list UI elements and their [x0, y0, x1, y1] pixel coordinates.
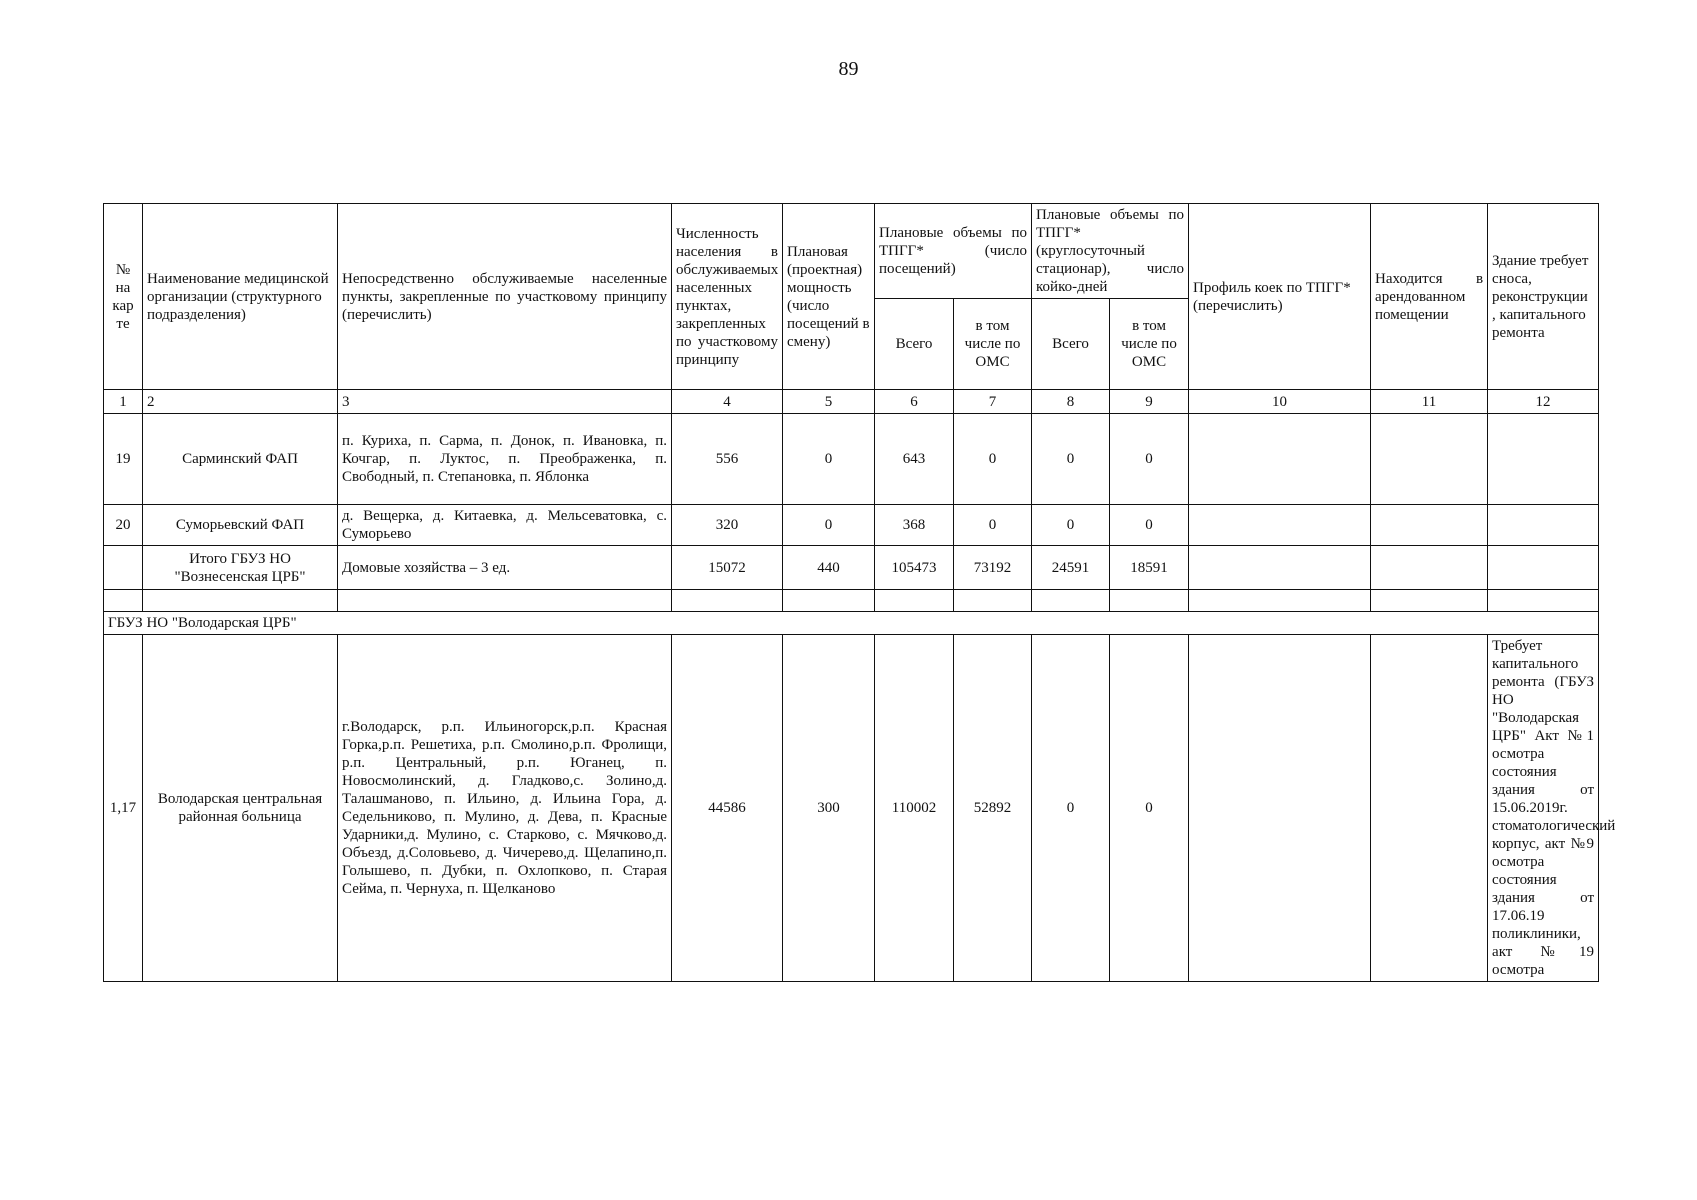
empty-cell [143, 590, 338, 612]
empty-cell [1371, 590, 1488, 612]
header-map-number: № на кар те [104, 204, 143, 390]
empty-cell [875, 590, 954, 612]
header-population: Численность населения в обслуживаемых населенных пунктах, закрепленных по участковому принципу [672, 204, 783, 390]
total-capacity: 440 [783, 546, 875, 590]
row-visits-oms: 52892 [954, 635, 1032, 982]
row-beds-oms: 0 [1110, 635, 1189, 982]
row-organization-name: Суморьевский ФАП [143, 505, 338, 546]
column-number: 8 [1032, 390, 1110, 414]
empty-cell [672, 590, 783, 612]
empty-cell [338, 590, 672, 612]
header-settlements: Непосредственно обслуживаемые населенные пункты, закрепленные по участковому принципу (перечислить) [338, 204, 672, 390]
header-group-visits: Плановые объемы по ТПГГ* (число посещений) [875, 204, 1032, 299]
row-beds-total: 0 [1032, 414, 1110, 505]
total-map-number [104, 546, 143, 590]
column-number: 1 [104, 390, 143, 414]
column-numbers-row [104, 390, 1599, 414]
total-rented [1371, 546, 1488, 590]
empty-cell [1189, 590, 1371, 612]
row-rented [1371, 635, 1488, 982]
row-capacity: 0 [783, 505, 875, 546]
column-number: 6 [875, 390, 954, 414]
total-visits-oms: 73192 [954, 546, 1032, 590]
total-organization-name: Итого ГБУЗ НО "Вознесенская ЦРБ" [143, 546, 338, 590]
total-building-repair [1488, 546, 1599, 590]
column-number: 2 [143, 390, 338, 414]
empty-cell [1488, 590, 1599, 612]
row-rented [1371, 505, 1488, 546]
header-bed-profile: Профиль коек по ТПГГ* (перечислить) [1189, 204, 1371, 390]
row-settlements: д. Вещерка, д. Китаевка, д. Мельсеватовка, с. Суморьево [338, 505, 672, 546]
total-settlements: Домовые хозяйства – 3 ед. [338, 546, 672, 590]
row-organization-name: Сарминский ФАП [143, 414, 338, 505]
table-row [104, 414, 1599, 505]
empty-row [104, 590, 1599, 612]
table-row [104, 635, 1599, 982]
row-beds-total: 0 [1032, 635, 1110, 982]
header-row [104, 204, 1599, 299]
column-number: 9 [1110, 390, 1189, 414]
header-beds-oms: в том числе по ОМС [1110, 299, 1189, 390]
row-map-number: 19 [104, 414, 143, 505]
empty-cell [104, 590, 143, 612]
empty-cell [1032, 590, 1110, 612]
row-map-number: 20 [104, 505, 143, 546]
header-capacity: Плановая (проектная) мощность (число посещений в смену) [783, 204, 875, 390]
row-population: 556 [672, 414, 783, 505]
row-map-number: 1,17 [104, 635, 143, 982]
empty-cell [1110, 590, 1189, 612]
total-bed-profile [1189, 546, 1371, 590]
header-building-repair: Здание требует сноса, реконструкции , капитального ремонта [1488, 204, 1599, 390]
total-beds-total: 24591 [1032, 546, 1110, 590]
page-number: 89 [838, 58, 859, 80]
row-building-repair [1488, 505, 1599, 546]
row-visits-total: 643 [875, 414, 954, 505]
empty-cell [954, 590, 1032, 612]
row-rented [1371, 414, 1488, 505]
column-number: 12 [1488, 390, 1599, 414]
row-visits-total: 368 [875, 505, 954, 546]
row-visits-total: 110002 [875, 635, 954, 982]
row-visits-oms: 0 [954, 505, 1032, 546]
row-capacity: 0 [783, 414, 875, 505]
header-organization-name: Наименование медицинской организации (структурного подразделения) [143, 204, 338, 390]
column-number: 4 [672, 390, 783, 414]
header-visits-oms: в том числе по ОМС [954, 299, 1032, 390]
row-visits-oms: 0 [954, 414, 1032, 505]
total-row [104, 546, 1599, 590]
total-population: 15072 [672, 546, 783, 590]
row-beds-oms: 0 [1110, 414, 1189, 505]
group-title: ГБУЗ НО "Володарская ЦРБ" [104, 612, 1599, 635]
column-number: 7 [954, 390, 1032, 414]
table-row [104, 505, 1599, 546]
row-bed-profile [1189, 635, 1371, 982]
header-group-stationary: Плановые объемы по ТПГГ* (круглосуточный стационар), число койко-дней [1032, 204, 1189, 299]
column-number: 3 [338, 390, 672, 414]
medical-organizations-table [103, 203, 1616, 982]
total-beds-oms: 18591 [1110, 546, 1189, 590]
header-visits-total: Всего [875, 299, 954, 390]
row-building-repair: Требует капитального ремонта (ГБУЗ НО "Володарская ЦРБ" Акт №1 осмотра состояния здания от 15.06.2019г. стоматологический корпус, акт №9 осмотра состояния здания от 17.06.19 поликлиники, акт №19 осмотра [1488, 635, 1599, 982]
row-beds-total: 0 [1032, 505, 1110, 546]
header-beds-total: Всего [1032, 299, 1110, 390]
row-settlements: п. Куриха, п. Сарма, п. Донок, п. Ивановка, п. Кочгар, п. Луктос, п. Преображенка, п. Свободный, п. Степановка, п. Яблонка [338, 414, 672, 505]
row-settlements: г.Володарск, р.п. Ильиногорск,р.п. Красная Горка,р.п. Решетиха, р.п. Смолино,р.п. Фролищи, р.п. Центральный, р.п. Юганец, п. Новосмолинский, д. Гладково,с. Золино,д. Талашманово, п. Ильино, д. Ильина Гора, д. Седельниково, п. Мулино, д. Дева, п. Красные Ударники,д. Мулино, с. Старково, с. Мячково,д. Объезд, д.Соловьево, д. Чичерево,д. Щелапино,п. Голышево, п. Дубки, п. Охлопково, п. Старая Сейма, п. Чернуха, п. Щелканово [338, 635, 672, 982]
row-organization-name: Володарская центральная районная больница [143, 635, 338, 982]
total-visits-total: 105473 [875, 546, 954, 590]
row-bed-profile [1189, 505, 1371, 546]
row-beds-oms: 0 [1110, 505, 1189, 546]
column-number: 5 [783, 390, 875, 414]
row-population: 44586 [672, 635, 783, 982]
row-building-repair [1488, 414, 1599, 505]
column-number: 10 [1189, 390, 1371, 414]
empty-cell [783, 590, 875, 612]
column-number: 11 [1371, 390, 1488, 414]
row-bed-profile [1189, 414, 1371, 505]
header-rented: Находится в арендованном помещении [1371, 204, 1488, 390]
row-population: 320 [672, 505, 783, 546]
group-title-row [104, 612, 1599, 635]
row-capacity: 300 [783, 635, 875, 982]
